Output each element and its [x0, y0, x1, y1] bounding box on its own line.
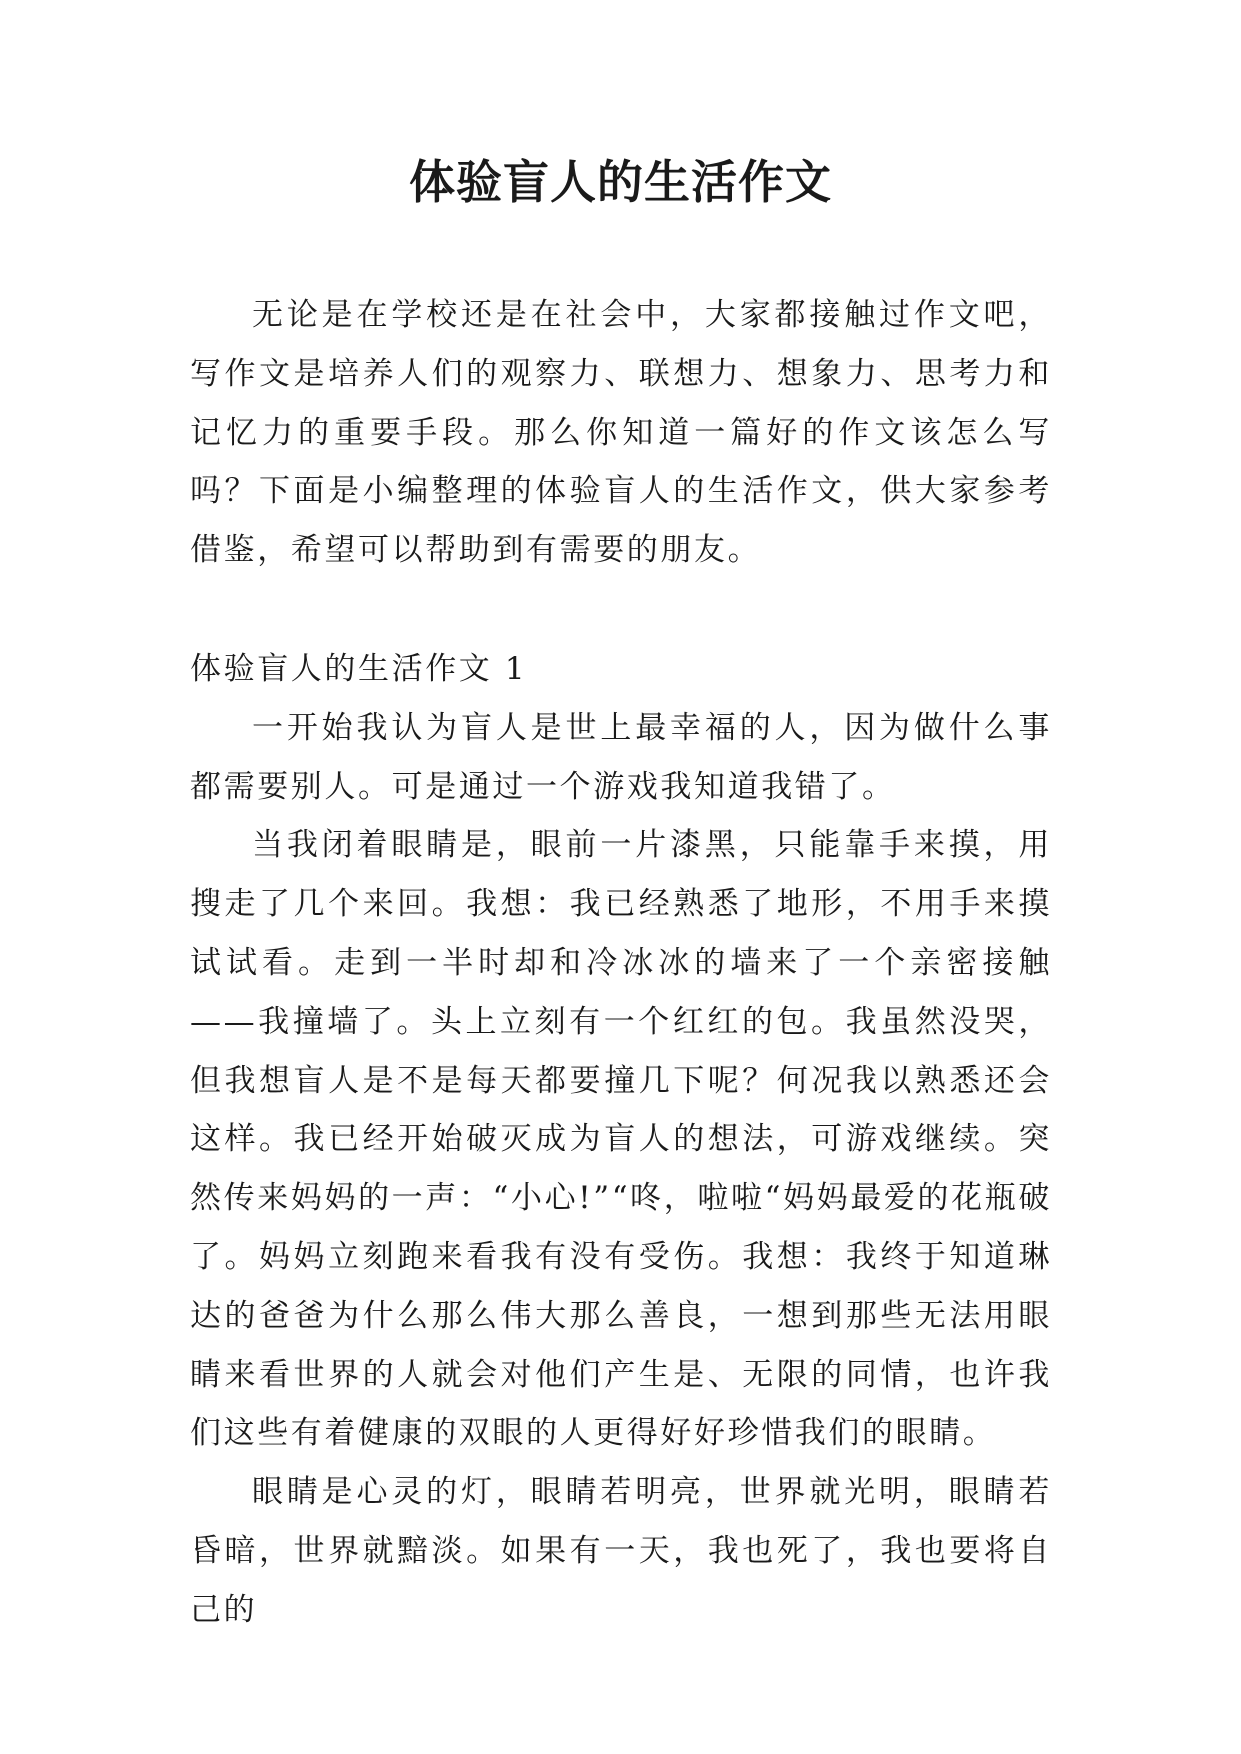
- document-body: [190, 286, 1052, 1640]
- body-paragraph-3: 眼睛是心灵的灯，眼睛若明亮，世界就光明，眼睛若昏暗，世界就黯淡。如果有一天，我也死了，我也要将自己的: [190, 1474, 1052, 1628]
- body-paragraph-1: 一开始我认为盲人是世上最幸福的人，因为做什么事都需要别人。可是通过一个游戏我知道我错了。: [190, 709, 1052, 805]
- section-heading: 体验盲人的生活作文 1: [190, 650, 528, 687]
- body-paragraph-2: 当我闭着眼睛是，眼前一片漆黑，只能靠手来摸，用搜走了几个来回。我想：我已经熟悉了地形，不用手来摸试试看。走到一半时却和冷冰冰的墙来了一个亲密接触——我撞墙了。头上立刻有一个红红的包。我虽然没哭，但我想盲人是不是每天都要撞几下呢？何况我以熟悉还会这样。我已经开始破灭成为盲人的想法，可游戏继续。突然传来妈妈的一声：“小心!”“咚，啦啦“妈妈最爱的花瓶破了。妈妈立刻跑来看我有没有受伤。我想：我终于知道琳达的爸爸为什么那么伟大那么善良，一想到那些无法用眼睛来看世界的人就会对他们产生是、无限的同情，也许我们这些有着健康的双眼的人更得好好珍惜我们的眼睛。: [190, 827, 1052, 1452]
- intro-paragraph: 无论是在学校还是在社会中，大家都接触过作文吧，写作文是培养人们的观察力、联想力、想象力、思考力和记忆力的重要手段。那么你知道一篇好的作文该怎么写吗？下面是小编整理的体验盲人的生活作文，供大家参考借鉴，希望可以帮助到有需要的朋友。: [190, 297, 1052, 569]
- document-title: 体验盲人的生活作文: [409, 155, 832, 209]
